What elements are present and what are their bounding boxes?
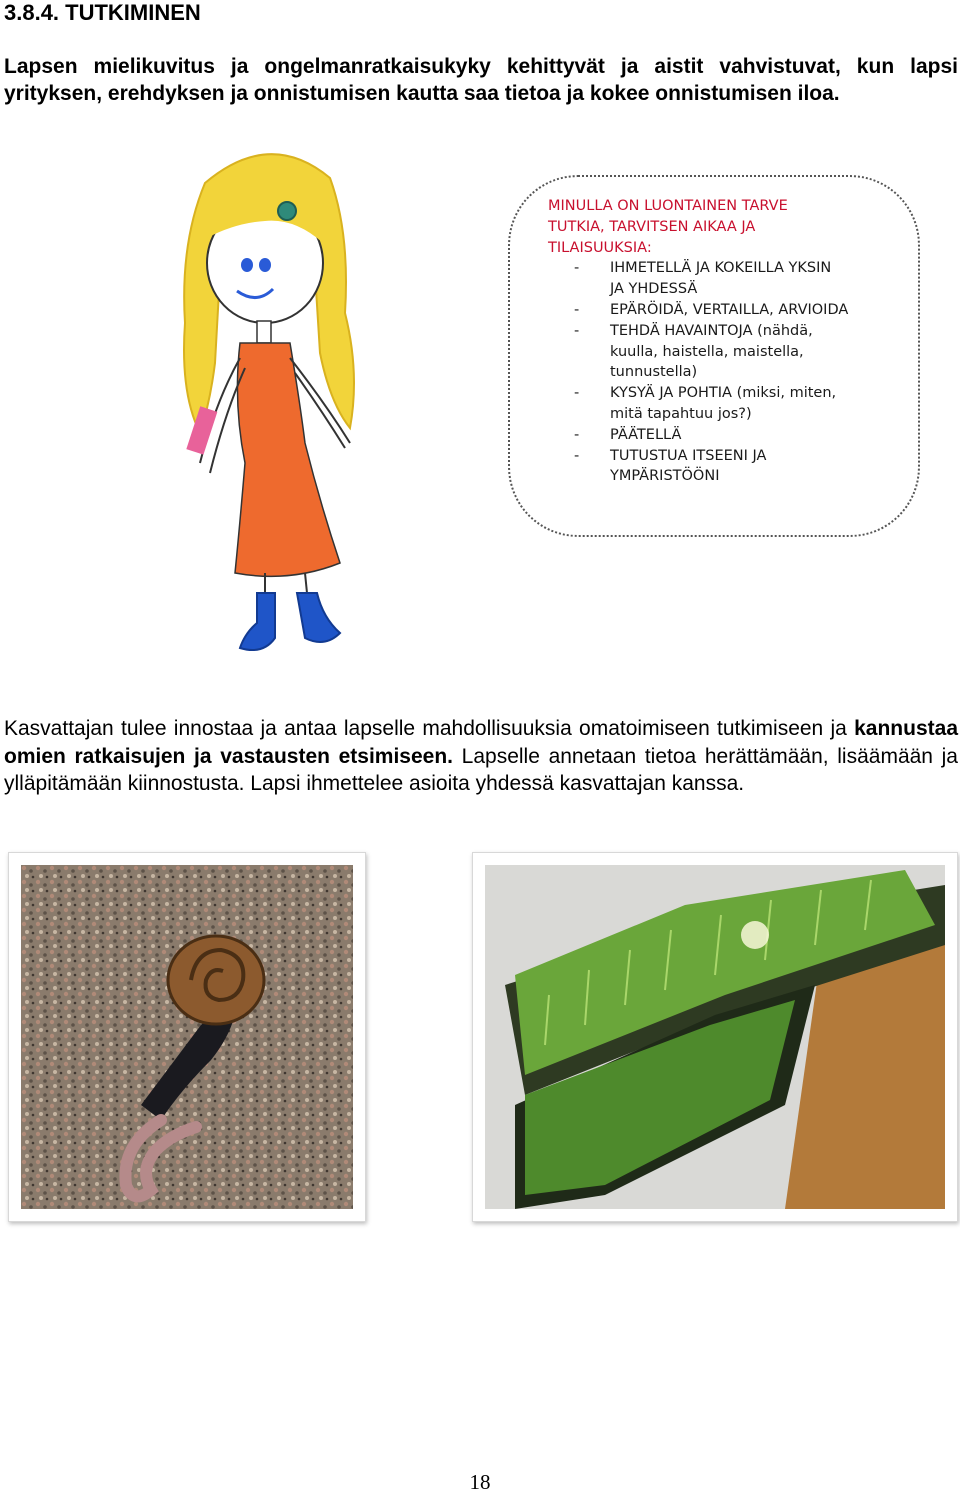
speech-bubble-text — [548, 196, 908, 487]
grass-trays-photo-image — [485, 865, 945, 1209]
section-heading: 3.8.4. TUTKIMINEN — [4, 0, 201, 25]
bubble-list-item — [548, 300, 908, 321]
paragraph-text: Kasvattajan tulee innostaa ja antaa lapselle mahdollisuuksia omatoimiseen tutkimiseen ja — [4, 717, 855, 740]
bubble-list-item — [548, 258, 908, 300]
snail-photo — [8, 852, 366, 1222]
list-item-line: mitä tapahtuu jos?) — [610, 405, 752, 422]
grass-trays-photo — [472, 852, 958, 1222]
paragraph-text: Lapselle annetaan tietoa herättämään, lisäämään ja ylläpitämään kiinnostusta. Lapsi ihmettelee asioita yhdessä kasvattajan kanssa. — [4, 744, 958, 795]
bubble-title-line: TUTKIA, TARVITSEN AIKAA JA — [548, 218, 756, 235]
body-paragraph — [4, 715, 958, 798]
snail-photo-image — [21, 865, 353, 1209]
list-item-line: YMPÄRISTÖÖNI — [610, 468, 720, 485]
list-item-line: JA YHDESSÄ — [610, 281, 698, 298]
bubble-title-line: MINULLA ON LUONTAINEN TARVE — [548, 198, 788, 214]
list-dash: - — [574, 322, 580, 339]
bubble-list-item — [548, 425, 908, 446]
list-item-line: TEHDÄ HAVAINTOJA (nähdä, — [610, 322, 813, 339]
paragraph-bold-text: kannustaa omien ratkaisujen ja vastausten etsimiseen. — [4, 717, 958, 768]
list-dash: - — [574, 447, 580, 464]
list-item-line: IHMETELLÄ JA KOKEILLA YKSIN — [610, 260, 832, 277]
bubble-title — [548, 196, 908, 258]
list-item-line: EPÄRÖIDÄ, VERTAILLA, ARVIOIDA — [610, 301, 849, 318]
intro-paragraph: Lapsen mielikuvitus ja ongelmanratkaisukyky kehittyvät ja aistit vahvistuvat, kun lapsi yrityksen, erehdyksen ja onnistumisen kautta saa tietoa ja kokee onnistumisen iloa. — [4, 55, 958, 105]
list-item-line: tunnustella) — [610, 364, 698, 381]
list-item-line: PÄÄTELLÄ — [610, 426, 682, 443]
list-item-line: KYSYÄ JA POHTIA (miksi, miten, — [610, 385, 837, 402]
bubble-list-item — [548, 446, 908, 488]
list-dash: - — [574, 301, 580, 318]
list-item-line: TUTUSTUA ITSEENI JA — [610, 447, 767, 464]
list-dash: - — [574, 260, 580, 277]
list-dash: - — [574, 385, 580, 402]
bubble-list-item — [548, 321, 908, 383]
page-number: 18 — [469, 1470, 491, 1494]
list-dash: - — [574, 426, 580, 443]
child-drawing-illustration — [145, 143, 395, 673]
bubble-title-line: TILAISUUKSIA: — [548, 239, 652, 256]
bubble-list-item — [548, 383, 908, 425]
bubble-list — [548, 258, 908, 487]
list-item-line: kuulla, haistella, maistella, — [610, 343, 804, 360]
